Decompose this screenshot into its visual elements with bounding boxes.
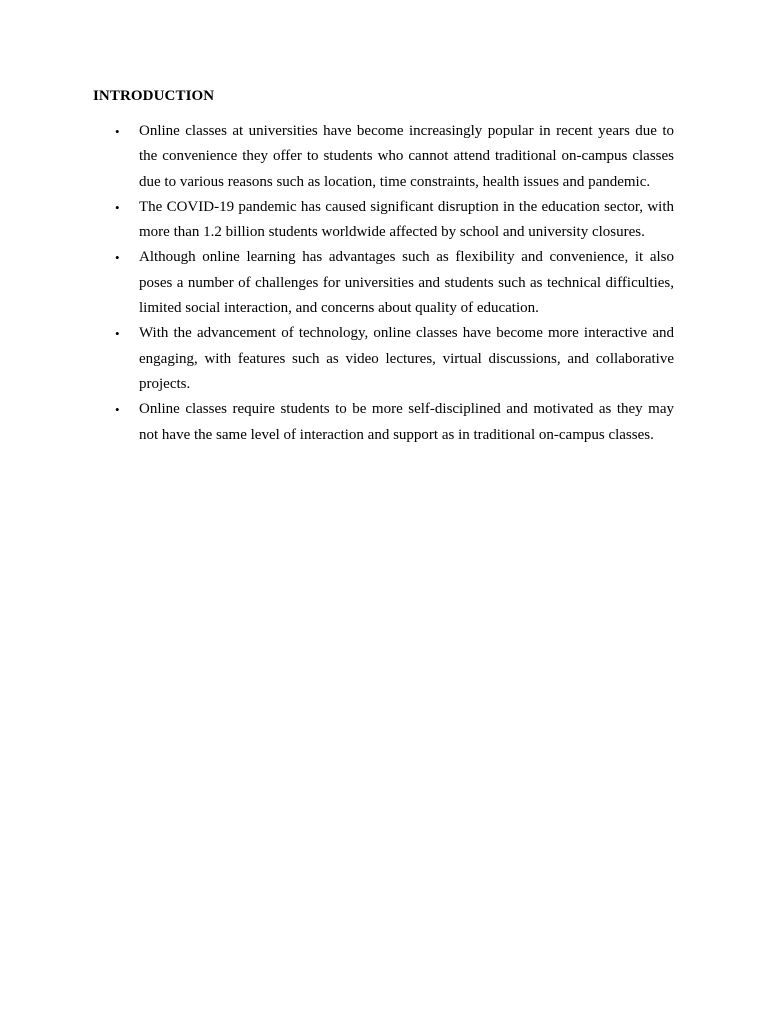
- list-item-text: The COVID-19 pandemic has caused significant disruption in the education sector, with more than 1.2 billion students worldwide affected by school and university closures.: [139, 198, 674, 241]
- bullet-icon: •: [115, 402, 120, 418]
- list-item: [93, 397, 674, 448]
- bullet-icon: •: [115, 250, 120, 266]
- list-item-text: Although online learning has advantages such as flexibility and convenience, it also poses a number of challenges for universities and students such as technical difficulties, limited social interaction, and concerns about quality of education.: [139, 249, 674, 317]
- bullet-icon: •: [115, 326, 120, 342]
- document-body: [93, 86, 674, 448]
- bullet-icon: •: [115, 199, 120, 215]
- list-item-text: Online classes at universities have become increasingly popular in recent years due to the convenience they offer to students who cannot attend traditional on-campus classes due to various reasons such as location, time constraints, health issues and pandemic.: [139, 123, 674, 190]
- list-item: [93, 119, 674, 195]
- list-item-text: With the advancement of technology, online classes have become more interactive and engaging, with features such as video lectures, virtual discussions, and collaborative projects.: [139, 325, 674, 392]
- list-item: [93, 321, 674, 397]
- bullet-icon: •: [115, 124, 120, 139]
- list-item-text: Online classes require students to be more self-disciplined and motivated as they may not have the same level of interaction and support as in traditional on-campus classes.: [139, 401, 674, 443]
- section-heading: INTRODUCTION: [93, 88, 215, 104]
- list-item: [93, 195, 674, 246]
- bullet-list: [93, 119, 674, 448]
- list-item: [93, 245, 674, 321]
